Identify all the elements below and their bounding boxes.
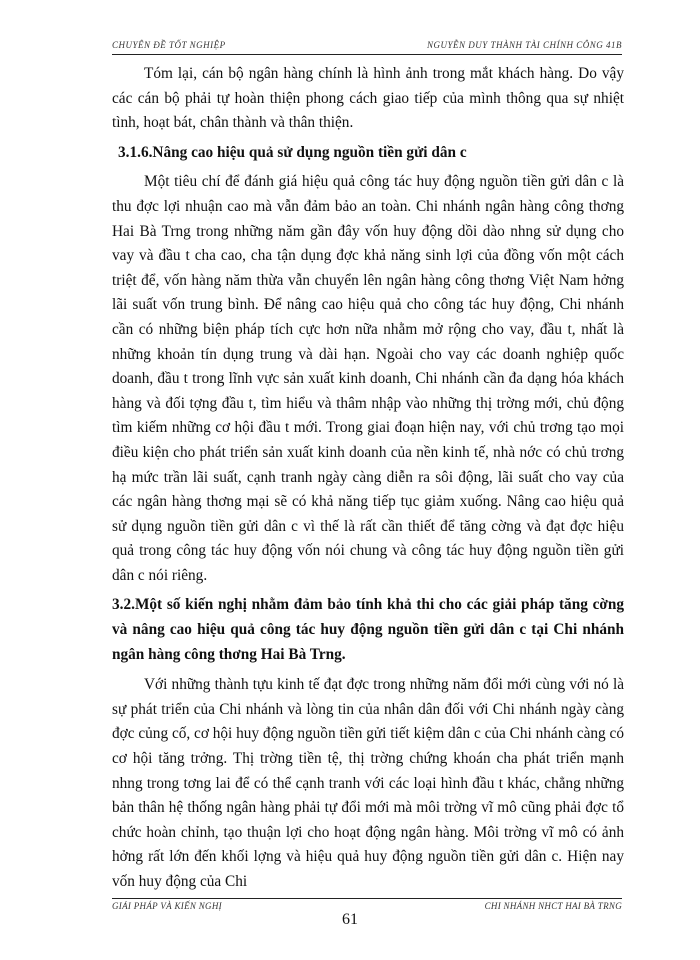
header-left-text: CHUYÊN ĐỀ TỐT NGHIỆP bbox=[112, 40, 226, 50]
running-header bbox=[112, 40, 622, 55]
paragraph-conclusion: Tóm lại, cán bộ ngân hàng chính là hình ảnh trong mắt khách hàng. Do vậy các cán bộ phải tự hoàn thiện phong cách giao tiếp của mình thông qua sự nhiệt tình, hoạt bát, chân thành và thân thiện. bbox=[112, 65, 624, 132]
footer-right-text: CHI NHÁNH NHCT HAI BÀ TRNG bbox=[484, 901, 622, 911]
body-text bbox=[112, 62, 624, 895]
paragraph-deposit-efficiency: Một tiêu chí để đánh giá hiệu quả công tác huy động nguồn tiền gửi dân c là thu đợc lợi nhuận cao mà vẫn đảm bảo an toàn. Chi nhánh ngân hàng công thơng Hai Bà Trng trong những năm gần đây vốn huy động dồi dào nhng sử dụng cho vay và đầu t cha cao, cha tận dụng đợc khả năng sinh lợi của đồng vốn một cách triệt để, vốn hàng năm thừa vẫn chuyển lên ngân hàng công thơng Việt Nam hởng lãi suất vốn trung bình. Để nâng cao hiệu quả cho công tác huy động, Chi nhánh cần có những biện pháp tích cực hơn nữa nhằm mở rộng cho vay, đầu t, nhất là những khoản tín dụng trung và dài hạn. Ngoài cho vay các doanh nghiệp quốc doanh, đầu t trong lĩnh vực sản xuất kinh doanh, Chi nhánh cần đa dạng hóa khách hàng và đối tợng đầu t, tìm hiểu và thâm nhập vào những thị trờng mới, chủ động tìm kiếm những cơ hội đầu t mới. Trong giai đoạn hiện nay, với chủ trơng tạo mọi điều kiện cho phát triển sản xuất kinh doanh của nền kinh tế, nhà nớc có chủ trơng hạ mức trần lãi suất, cạnh tranh ngày càng diễn ra sôi động, lãi suất cho vay của các ngân hàng thơng mại sẽ có khả năng tiếp tục giảm xuống. Nâng cao hiệu quả sử dụng nguồn tiền gửi dân c vì thế là rất cần thiết để tăng cờng và đạt đợc hiệu quả trong công tác huy động vốn nói chung và công tác huy động nguồn tiền gửi dân c nói riêng. bbox=[112, 173, 624, 584]
section-heading-3-2: 3.2.Một số kiến nghị nhằm đảm bảo tính khả thi cho các giải pháp tăng cờng và nâng cao hiệu quả công tác huy động nguồn tiền gửi dân c tại Chi nhánh ngân hàng công thơng Hai Bà Trng. bbox=[112, 596, 624, 663]
section-heading-3-1-6: 3.1.6.Nâng cao hiệu quả sử dụng nguồn tiền gửi dân c bbox=[118, 143, 467, 161]
header-right-text: NGUYỄN DUY THÀNH TÀI CHÍNH CÔNG 41B bbox=[426, 40, 622, 50]
paragraph-recommendations: Với những thành tựu kinh tế đạt đợc trong những năm đổi mới cùng với nó là sự phát triển của Chi nhánh và lòng tin của nhân dân đối với Chi nhánh ngày càng đợc củng cố, cơ hội huy động nguồn tiền gửi tiết kiệm dân c của Chi nhánh càng có cơ hội tăng trởng. Thị trờng tiền tệ, thị trờng chứng khoán cha phát triển mạnh nhng trong tơng lai để có thể cạnh tranh với các loại hình đầu t khác, chẳng những bản thân hệ thống ngân hàng phải tự đổi mới mà môi trờng vĩ mô cũng phải đợc tổ chức hoàn chỉnh, tạo thuận lợi cho hoạt động ngân hàng. Môi trờng vĩ mô có ảnh hởng rất lớn đến khối lợng và hiệu quả huy động nguồn tiền gửi dân c. Hiện nay vốn huy động của Chi bbox=[112, 676, 624, 890]
page-number: 61 bbox=[342, 911, 358, 928]
footer-left-text: GIẢI PHÁP VÀ KIẾN NGHỊ bbox=[112, 901, 222, 911]
